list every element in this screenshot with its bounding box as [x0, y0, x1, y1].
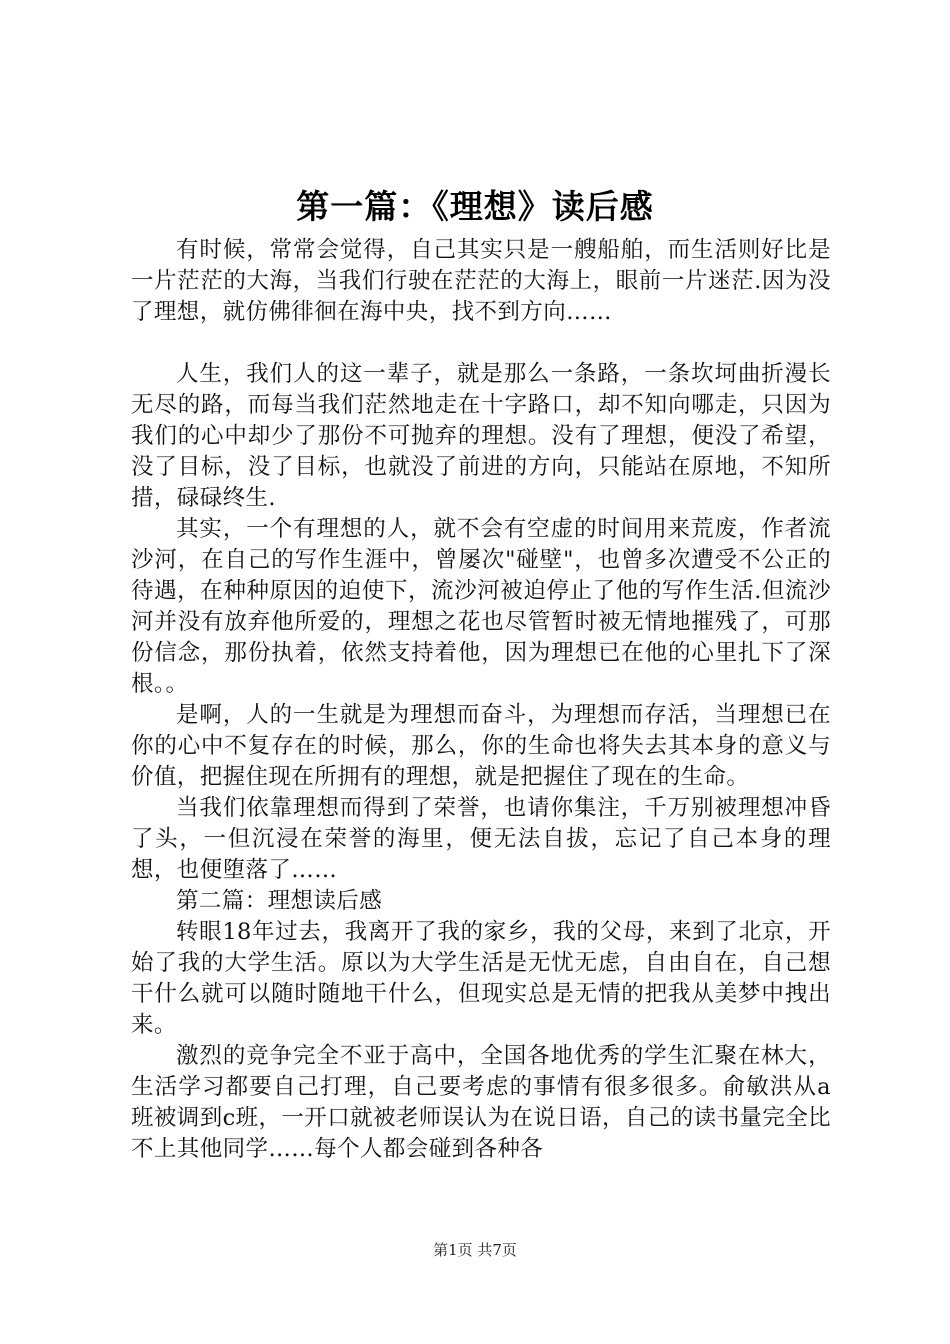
document-body [131, 235, 831, 1165]
section-heading: 第二篇：理想读后感 [176, 888, 383, 914]
paragraph: 是啊，人的一生就是为理想而奋斗，为理想而存活，当理想已在你的心中不复存在的时候，那么，你的生命也将失去其本身的意义与价值，把握住现在所拥有的理想，就是把握住了现在的生命。 [131, 702, 831, 790]
paragraph: 转眼18年过去，我离开了我的家乡，我的父母，来到了北京，开始了我的大学生活。原以为大学生活是无忧无虑，自由自在，自己想干什么就可以随时随地干什么，但现实总是无情的把我从美梦中拽出来。 [131, 919, 831, 1038]
paragraph: 有时候，常常会觉得，自己其实只是一艘船舶，而生活则好比是一片茫茫的大海，当我们行驶在茫茫的大海上，眼前一片迷茫.因为没了理想，就仿佛徘徊在海中央，找不到方向…… [131, 237, 831, 325]
paragraph: 当我们依靠理想而得到了荣誉，也请你集注，千万别被理想冲昏了头，一但沉浸在荣誉的海里，便无法自拔，忘记了自己本身的理想，也便堕落了…… [131, 795, 831, 883]
document-title: 第一篇：《理想》读后感 [296, 187, 654, 226]
paragraph: 其实，一个有理想的人，就不会有空虚的时间用来荒废，作者流沙河，在自己的写作生涯中，曾屡次"碰壁"，也曾多次遭受不公正的待遇，在种种原因的迫使下，流沙河被迫停止了他的写作生活.但流沙河并没有放弃他所爱的，理想之花也尽管暂时被无情地摧残了，可那份信念，那份执着，依然支持着他，因为理想已在他的心里扎下了深根。。 [131, 516, 831, 697]
page-footer: 第1页 共7页 [433, 1241, 517, 1259]
paragraph: 激烈的竞争完全不亚于高中，全国各地优秀的学生汇聚在林大，生活学习都要自己打理，自己要考虑的事情有很多很多。俞敏洪从a班被调到c班，一开口就被老师误认为在说日语，自己的读书量完全比不上其他同学……每个人都会碰到各种各 [131, 1043, 832, 1162]
paragraph: 人生，我们人的这一辈子，就是那么一条路，一条坎坷曲折漫长无尽的路，而每当我们茫然地走在十字路口，却不知向哪走，只因为我们的心中却少了那份不可抛弃的理想。没有了理想，便没了希望，没了目标，没了目标，也就没了前进的方向，只能站在原地，不知所措，碌碌终生. [131, 361, 831, 511]
